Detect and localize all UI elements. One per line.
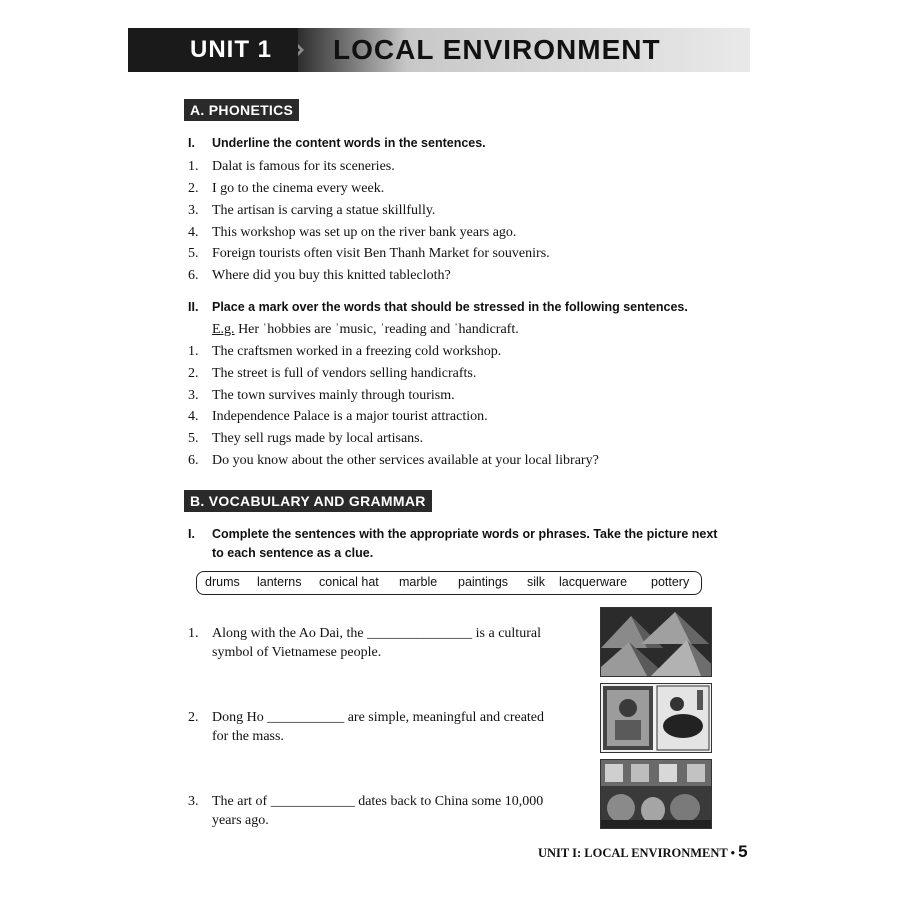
word-bank-item: pottery — [651, 575, 690, 589]
item-text: Foreign tourists often visit Ben Thanh Market for souvenirs. — [212, 246, 550, 261]
question-number: 2. — [188, 710, 199, 725]
item-number: 3. — [188, 388, 199, 403]
question-number: 3. — [188, 794, 199, 809]
part-number: I. — [188, 527, 195, 541]
item-text: This workshop was set up on the river bank years ago. — [212, 225, 517, 240]
question-line-1: The art of ____________ dates back to China some 10,000 — [212, 794, 544, 809]
example-text: Her ˈhobbies are ˈmusic, ˈreading and ˈhandicraft. — [238, 322, 519, 337]
footer-text: UNIT I: LOCAL ENVIRONMENT • — [538, 846, 736, 860]
item-text: The artisan is carving a statue skillfully. — [212, 203, 436, 218]
word-bank-item: lacquerware — [559, 575, 628, 589]
instruction-text: Place a mark over the words that should be stressed in the following sentences. — [212, 300, 688, 314]
word-bank-item: silk — [527, 575, 546, 589]
question-line-2: for the mass. — [212, 729, 284, 744]
question-line-1: Dong Ho ___________ are simple, meaningful and created — [212, 710, 545, 725]
item-number: 4. — [188, 409, 199, 424]
section-b-heading: B. VOCABULARY AND GRAMMAR — [184, 490, 432, 512]
item-number: 4. — [188, 225, 199, 240]
conical-hats-photo — [600, 607, 712, 677]
question-number: 1. — [188, 626, 199, 641]
pottery-drawing — [601, 760, 711, 828]
item-text: The craftsmen worked in a freezing cold workshop. — [212, 344, 502, 359]
item-number: 6. — [188, 453, 199, 468]
page-footer — [538, 842, 748, 862]
example-content — [212, 322, 519, 338]
section-a-heading: A. PHONETICS — [184, 99, 299, 121]
part-number: II. — [188, 300, 199, 314]
conical-hats-drawing — [601, 608, 711, 676]
unit-arrow — [278, 28, 300, 72]
textbook-page — [128, 0, 760, 900]
item-text: They sell rugs made by local artisans. — [212, 431, 424, 446]
item-number: 2. — [188, 366, 199, 381]
item-text: I go to the cinema every week. — [212, 181, 385, 196]
word-bank-box — [196, 571, 702, 595]
word-bank-item: lanterns — [257, 575, 302, 589]
item-number: 1. — [188, 159, 199, 174]
part-number: I. — [188, 136, 195, 150]
word-bank-item: paintings — [458, 575, 509, 589]
question-line-2: years ago. — [212, 813, 269, 828]
example-label: E.g. — [212, 322, 235, 337]
page-number: 5 — [738, 842, 748, 861]
instruction-line-1: Complete the sentences with the appropriate words or phrases. Take the picture next — [212, 527, 718, 541]
unit-label: UNIT 1 — [190, 36, 273, 63]
question-line-2: symbol of Vietnamese people. — [212, 645, 382, 660]
word-bank-item: conical hat — [319, 575, 379, 589]
item-text: Independence Palace is a major tourist attraction. — [212, 409, 488, 424]
item-text: Do you know about the other services available at your local library? — [212, 453, 599, 468]
item-text: Where did you buy this knitted tablecloth? — [212, 268, 451, 283]
item-text: The town survives mainly through tourism. — [212, 388, 455, 403]
item-number: 5. — [188, 431, 199, 446]
word-bank-item: marble — [399, 575, 438, 589]
dong-ho-paintings-photo — [600, 683, 712, 753]
question-line-1: Along with the Ao Dai, the _______________ is a cultural — [212, 626, 541, 641]
unit-title: LOCAL ENVIRONMENT — [333, 34, 661, 65]
instruction-text: Underline the content words in the sentences. — [212, 136, 486, 150]
item-number: 2. — [188, 181, 199, 196]
item-number: 3. — [188, 203, 199, 218]
item-number: 5. — [188, 246, 199, 261]
instruction-line-2: to each sentence as a clue. — [212, 546, 374, 560]
item-number: 1. — [188, 344, 199, 359]
item-text: The street is full of vendors selling handicrafts. — [212, 366, 477, 381]
item-text: Dalat is famous for its sceneries. — [212, 159, 395, 174]
dong-ho-paintings-drawing — [601, 684, 711, 752]
word-bank-item: drums — [205, 575, 240, 589]
pottery-photo — [600, 759, 712, 829]
unit-header-band — [128, 28, 750, 72]
item-number: 6. — [188, 268, 199, 283]
